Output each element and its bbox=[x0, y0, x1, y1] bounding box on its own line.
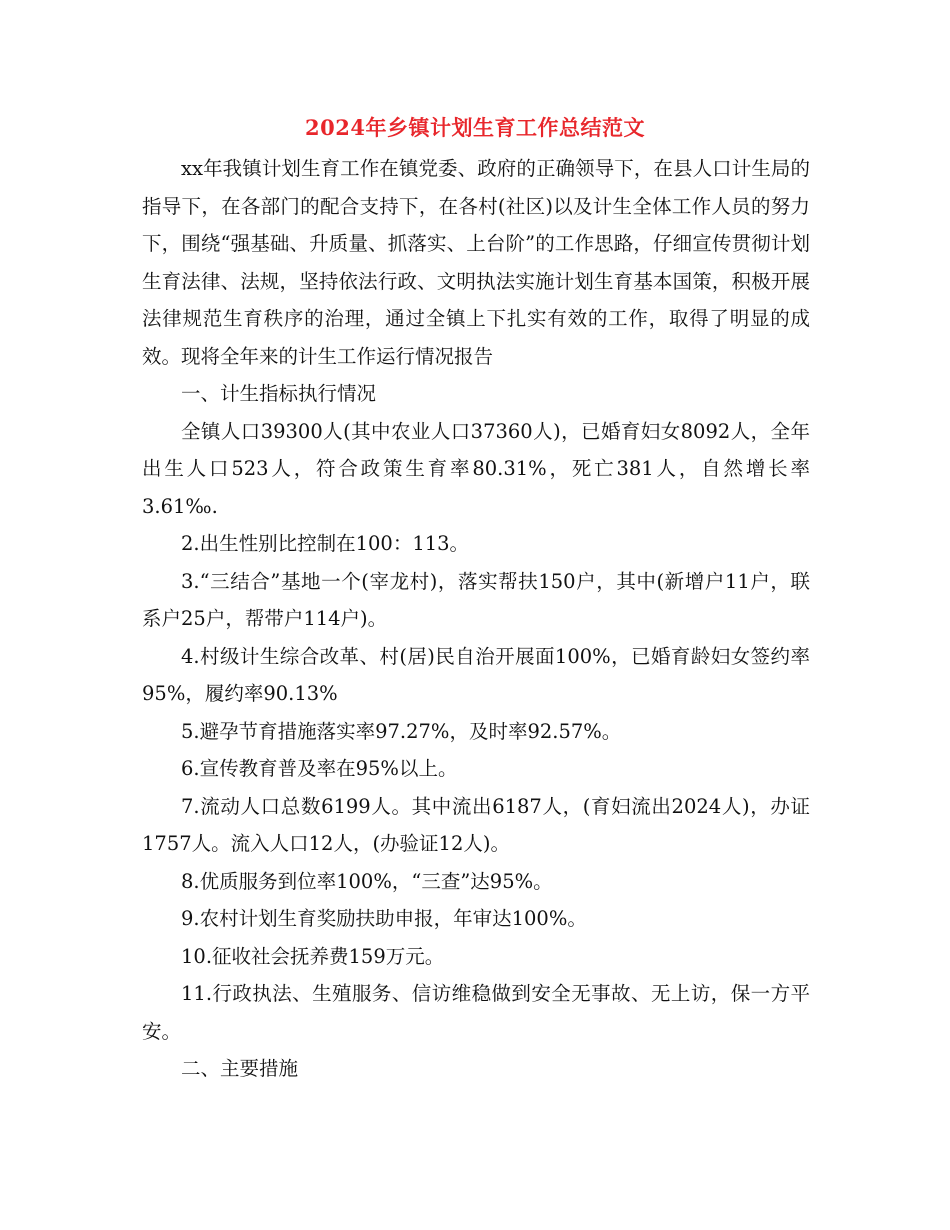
list-item-2: 2.出生性别比控制在100：113。 bbox=[181, 532, 470, 555]
list-item-3: 3.“三结合”基地一个(宰龙村)，落实帮扶150户，其中(新增户11户，联系户25户，帮带户114户)。 bbox=[142, 569, 810, 630]
list-item-6: 6.宣传教育普及率在95%以上。 bbox=[181, 757, 458, 780]
list-item-5: 5.避孕节育措施落实率97.27%，及时率92.57%。 bbox=[181, 719, 622, 743]
list-item-9: 9.农村计划生育奖励扶助申报，年审达100%。 bbox=[181, 907, 587, 930]
list-item-11: 11.行政执法、生殖服务、信访维稳做到安全无事故、无上访，保一方平安。 bbox=[142, 982, 810, 1043]
section-heading-indicators: 一、计生指标执行情况 bbox=[181, 382, 377, 405]
document-title: 2024年乡镇计划生育工作总结范文 bbox=[305, 115, 645, 140]
section-heading-measures: 二、主要措施 bbox=[181, 1057, 299, 1080]
document-body bbox=[142, 150, 810, 1088]
list-item-10: 10.征收社会抚养费159万元。 bbox=[181, 944, 445, 968]
list-item-8: 8.优质服务到位率100%，“三查”达95%。 bbox=[181, 869, 553, 893]
list-item-7: 7.流动人口总数6199人。其中流出6187人，(育妇流出2024人)，办证1757人。流入人口12人，(办验证12人)。 bbox=[142, 794, 810, 855]
paragraph-population: 全镇人口39300人(其中农业人口37360人)，已婚育妇女8092人，全年出生人口523人，符合政策生育率80.31%，死亡381人，自然增长率3.61‰. bbox=[142, 419, 810, 518]
paragraph-intro: xx年我镇计划生育工作在镇党委、政府的正确领导下，在县人口计生局的指导下，在各部门的配合支持下，在各村(社区)以及计生全体工作人员的努力下，围绕“强基础、升质量、抓落实、上台阶”的工作思路，仔细宣传贯彻计划生育法律、法规，坚持依法行政、文明执法实施计划生育基本国策，积极开展法律规范生育秩序的治理，通过全镇上下扎实有效的工作，取得了明显的成效。现将全年来的计生工作运行情况报告 bbox=[142, 157, 810, 368]
list-item-4: 4.村级计生综合改革、村(居)民自治开展面100%，已婚育龄妇女签约率95%，履约率90.13% bbox=[142, 644, 810, 705]
